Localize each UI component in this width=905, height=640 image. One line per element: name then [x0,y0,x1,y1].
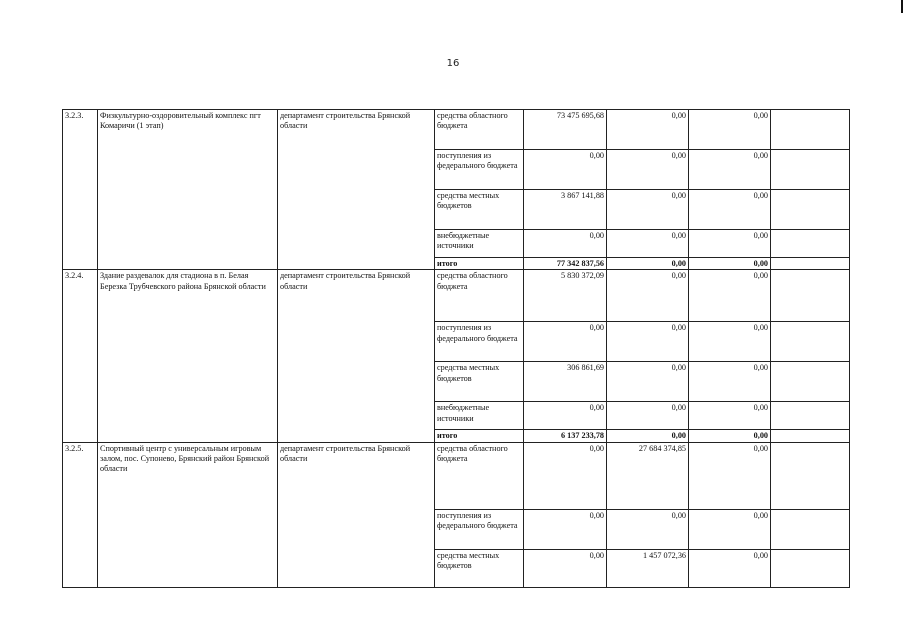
value-cell: 0,00 [607,230,689,258]
funding-source-total: итого [435,430,524,442]
table-row [63,110,850,150]
value-cell: 0,00 [524,402,607,430]
funding-source: средства местных бюджетов [435,362,524,402]
value-cell: 0,00 [607,150,689,190]
item-code: 3.2.5. [63,442,98,587]
value-cell: 0,00 [689,270,771,322]
value-cell: 0,00 [689,190,771,230]
value-cell: 306 861,69 [524,362,607,402]
value-cell: 3 867 141,88 [524,190,607,230]
value-cell: 0,00 [607,402,689,430]
item-executor: департамент строительства Брянской области [278,442,435,587]
total-value-cell: 0,00 [689,430,771,442]
item-name: Здание раздевалок для стадиона в п. Белая Березка Трубчевского района Брянской области [98,270,278,442]
value-cell: 0,00 [689,442,771,509]
item-code: 3.2.4. [63,270,98,442]
empty-cell [771,322,850,362]
value-cell: 0,00 [524,322,607,362]
value-cell: 0,00 [689,549,771,587]
value-cell: 0,00 [689,150,771,190]
empty-cell [771,442,850,509]
value-cell: 0,00 [524,150,607,190]
page-number: 16 [446,58,460,69]
funding-source: средства областного бюджета [435,442,524,509]
value-cell: 0,00 [689,402,771,430]
empty-cell [771,430,850,442]
total-value-cell: 6 137 233,78 [524,430,607,442]
total-value-cell: 0,00 [607,258,689,270]
empty-cell [771,509,850,549]
item-name: Физкультурно-оздоровительный комплекс пгт Комаричи (1 этап) [98,110,278,270]
empty-cell [771,402,850,430]
value-cell: 0,00 [607,322,689,362]
value-cell: 0,00 [689,322,771,362]
value-cell: 27 684 374,85 [607,442,689,509]
empty-cell [771,110,850,150]
empty-cell [771,190,850,230]
value-cell: 0,00 [524,442,607,509]
funding-source: поступления из федерального бюджета [435,322,524,362]
funding-source: средства местных бюджетов [435,190,524,230]
empty-cell [771,150,850,190]
value-cell: 1 457 072,36 [607,549,689,587]
value-cell: 0,00 [524,549,607,587]
funding-source: поступления из федерального бюджета [435,150,524,190]
empty-cell [771,230,850,258]
value-cell: 0,00 [607,190,689,230]
funding-source: средства областного бюджета [435,270,524,322]
value-cell: 0,00 [524,509,607,549]
item-code: 3.2.3. [63,110,98,270]
funding-source: средства областного бюджета [435,110,524,150]
item-executor: департамент строительства Брянской области [278,270,435,442]
funding-source: средства местных бюджетов [435,549,524,587]
empty-cell [771,258,850,270]
item-name: Спортивный центр с универсальным игровым залом, пос. Супонево, Брянский район Брянской области [98,442,278,587]
empty-cell [771,549,850,587]
total-value-cell: 77 342 837,56 [524,258,607,270]
value-cell: 0,00 [689,230,771,258]
value-cell: 0,00 [607,362,689,402]
value-cell: 0,00 [689,110,771,150]
funding-source: поступления из федерального бюджета [435,509,524,549]
value-cell: 0,00 [689,362,771,402]
value-cell: 0,00 [607,509,689,549]
value-cell: 73 475 695,68 [524,110,607,150]
value-cell: 0,00 [689,509,771,549]
table-row [63,270,850,322]
value-cell: 0,00 [607,270,689,322]
total-value-cell: 0,00 [689,258,771,270]
item-executor: департамент строительства Брянской области [278,110,435,270]
scan-edge-mark [901,0,903,13]
value-cell: 0,00 [524,230,607,258]
funding-source: внебюджетные источники [435,402,524,430]
value-cell: 0,00 [607,110,689,150]
table-row [63,442,850,509]
empty-cell [771,362,850,402]
funding-source-total: итого [435,258,524,270]
value-cell: 5 830 372,09 [524,270,607,322]
total-value-cell: 0,00 [607,430,689,442]
funding-source: внебюджетные источники [435,230,524,258]
budget-table [62,109,850,588]
empty-cell [771,270,850,322]
